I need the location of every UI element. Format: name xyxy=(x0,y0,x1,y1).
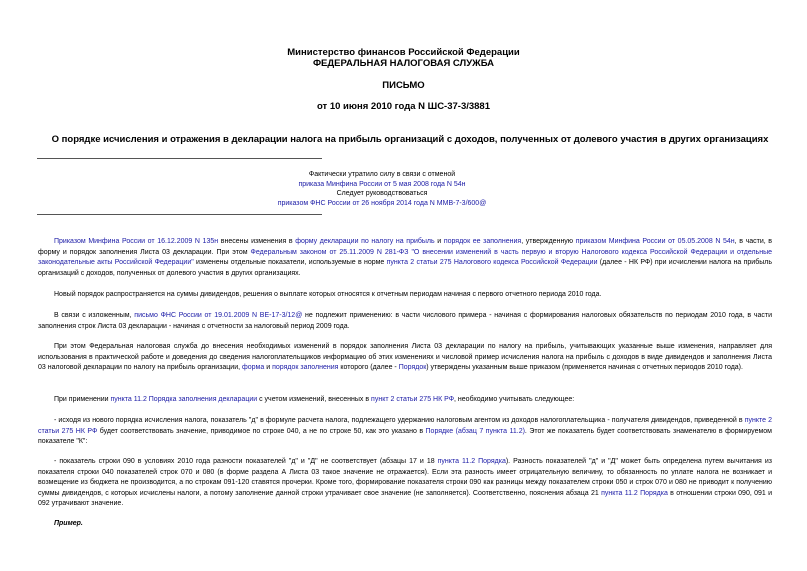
link-order-54n[interactable]: приказом Минфина России от 05.05.2008 N 54н xyxy=(575,238,735,245)
link-form[interactable]: форма xyxy=(242,364,265,371)
link-article-275[interactable]: пункт 2 статьи 275 НК РФ xyxy=(371,396,455,403)
document-type: ПИСЬМО xyxy=(382,80,425,91)
status-note-line1: Фактически утратило силу в связи с отменой xyxy=(308,171,456,178)
link-tax-code-275[interactable]: пункта 2 статьи 275 Налогового кодекса Российской Федерации xyxy=(386,259,598,266)
link-article-275-p6[interactable]: пункте 2 статьи 275 НК РФ xyxy=(38,417,772,435)
document-title: О порядке исчисления и отражения в декларации налога на прибыль организаций с доходов, полученных от долевого участия в других организациях xyxy=(51,134,769,145)
link-order-135n[interactable]: Приказом Минфина России от 16.12.2009 N 135н xyxy=(54,238,219,245)
divider-bottom xyxy=(37,214,322,215)
paragraph-1: Приказом Минфина России от 16.12.2009 N 135н внесены изменения в форму декларации по налогу на прибыль и порядок ее заполнения, утвержденную приказом Минфина России от 05.05.2008 N 54н, в части, в форму и порядок заполнения Листа 03 декларации. При этом Федеральным законом от 25.11.2009 N 281-ФЗ "О внесении изменений в часть первую и вторую Налогового кодекса Российской Федерации и отдельные законодательные акты Российской Федерации" изменены отдельные показатели, используемые в норме пункта 2 статьи 275 Налогового кодекса Российской Федерации (далее - НК РФ) при исчислении налога на прибыль организаций с доходов, полученных от долевого участия в других организациях. xyxy=(38,238,773,277)
status-note xyxy=(232,170,532,208)
paragraph-6: - исходя из нового порядка исчисления налога, показатель "д" в формуле расчета налога, подлежащего удержанию налоговым агентом из доходов налогоплательщика - получателя дивидендов, приведенной в пункте 2 статьи 275 НК РФ будет соответствовать значение, приводимое по строке 040, а не по строке 50, как это указано в Порядке (абзац 7 пункта 11.2). Этот же показатель будет соответствовать знаменателю в формируемом показателе "К": xyxy=(38,417,772,445)
link-clause-11-2[interactable]: пункта 11.2 Порядка заполнения декларации xyxy=(110,396,258,403)
paragraph-7: - показатель строки 090 в условиях 2010 года разности показателей "д" и "Д" не соответствует (абзацы 17 и 18 пункта 11.2 Порядка). Разность показателей "д" и "Д" может быть определена путем вычитания из показателя строки 040 показателей строк 070 и 080 (в форме раздела А Листа 03 такое значение не отражается). Если эта разность имеет отрицательную величину, то обязанность по уплате налога не возникает и возмещение из бюджета не производится, а по строкам 091-120 ставятся прочерки. Кроме того, формирование показателя строки 090 как разницы между показателем строки 050 и строк 070 и 080 не приводит к получению суммы дивидендов, с которых исчислены налоги, а потому заполнение данной строки утрачивает свое значение (не заполняется). Соответственно, пояснения абзаца 21 пункта 11.2 Порядка в отношении строки 090, 091 и 092 утрачивают значение. xyxy=(38,458,772,507)
paragraph-5: При применении пункта 11.2 Порядка заполнения декларации с учетом изменений, внесенных в пункт 2 статьи 275 НК РФ, необходимо учитывать следующее: xyxy=(54,396,575,403)
link-procedure[interactable]: порядок заполнения xyxy=(272,364,339,371)
document-date: от 10 июня 2010 года N ШС-37-3/3881 xyxy=(316,101,491,112)
link-clause-11-2-a[interactable]: пункта 11.2 Порядка xyxy=(437,458,506,465)
link-filling-procedure[interactable]: порядок ее заполнения xyxy=(443,238,522,245)
service-name: ФЕДЕРАЛЬНАЯ НАЛОГОВАЯ СЛУЖБА xyxy=(312,58,495,69)
link-declaration-form[interactable]: форму декларации по налогу на прибыль xyxy=(295,238,435,245)
link-fns-letter[interactable]: письмо ФНС России от 19.01.2009 N ВЕ-17-3/12@ xyxy=(134,312,303,319)
link-federal-law-281[interactable]: Федеральным законом от 25.11.2009 N 281-ФЗ "О внесении изменений в часть первую и вторую Налогового кодекса Российской Федерации и отдельные законодательные акты Российской Федерации" xyxy=(38,248,772,266)
paragraph-2: Новый порядок распространяется на суммы дивидендов, решения о выплате которых относятся к отчетным периодам начиная с первого отчетного периода 2010 года. xyxy=(54,291,602,298)
ministry-name: Министерство финансов Российской Федерации xyxy=(287,47,520,58)
status-note-link2[interactable]: приказом ФНС России от 26 ноября 2014 года N ММВ-7-3/600@ xyxy=(277,199,487,207)
status-note-link1[interactable]: приказа Минфина России от 5 мая 2008 года N 54н xyxy=(298,180,466,188)
link-paragraph-7[interactable]: Порядке (абзац 7 пункта 11.2) xyxy=(425,427,525,435)
link-poryadok[interactable]: Порядок xyxy=(398,364,427,371)
link-clause-11-2-b[interactable]: пункта 11.2 Порядка xyxy=(601,489,668,497)
divider-top xyxy=(37,158,322,159)
example-heading: Пример. xyxy=(54,520,83,527)
paragraph-3: В связи с изложенным, письмо ФНС России от 19.01.2009 N ВЕ-17-3/12@ не подлежит применению: в части числового примера - начиная с формирования налоговых обязательств по периодам 2010 года, в части заполнения строк Листа 03 декларации - начиная с отчетности за налоговый период 2009 года. xyxy=(38,312,772,330)
paragraph-4: При этом Федеральная налоговая служба до внесения необходимых изменений в порядок заполнения Листа 03 декларации по налогу на прибыль, учитывающих указанные выше изменения, направляет для использования в практической работе и доведения до сведения налогоплательщиков информацию об этих изменениях и числовой пример исчисления налога на прибыль с доходов в виде дивидендов и заполнения Листа 03 налоговой декларации по налогу на прибыль организации, форма и порядок заполнения которого (далее - Порядок) утверждены указанным выше приказом (применяется начиная с отчетных периодов 2010 года). xyxy=(38,343,772,371)
status-note-line2: Следует руководствоваться xyxy=(336,190,428,197)
